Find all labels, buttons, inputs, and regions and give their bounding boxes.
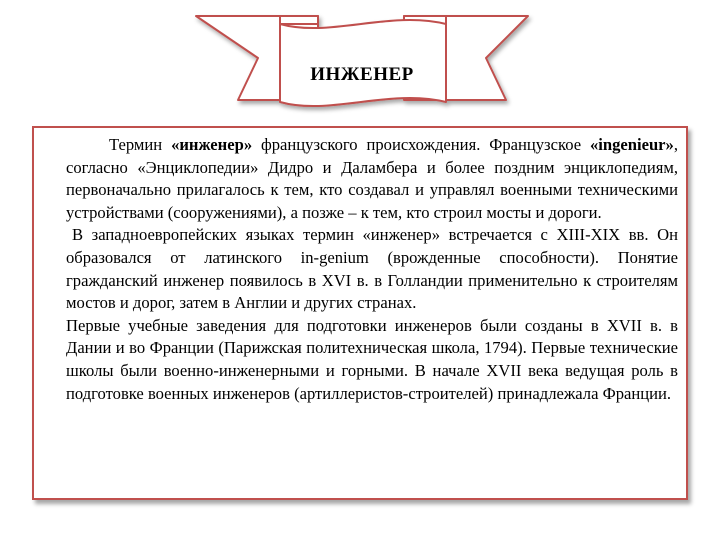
page-title: ИНЖЕНЕР xyxy=(310,64,414,85)
content-box xyxy=(32,126,688,500)
p2-seg-1: В западноевропейских языках термин «инженер» встречается с XIII-XIX вв. Он образовался от латинского in-genium (врожденные способности). Понятие гражданский инженер появилось в XVI в. в Голландии применительно к строителям мостов и дорог, затем в Англии и других странах. xyxy=(66,225,678,313)
p1-seg-4: «ingenieur» xyxy=(589,135,674,154)
p3-seg-1: Первые учебные заведения для подготовки инженеров были созданы в XVII в. в Дании и во Франции (Парижская политехническая школа, 1794). Первые технические школы были военно-инженерными и горными. В начале XVII века ведущая роль в подготовке военных инженеров (артиллеристов-строителей) принадлежала Франции. xyxy=(66,315,678,403)
paragraph-2 xyxy=(66,224,678,314)
text-area xyxy=(66,134,678,405)
p1-seg-1: Термин xyxy=(109,135,172,154)
ribbon-left-fold xyxy=(280,16,318,24)
paragraph-1 xyxy=(66,134,678,224)
paragraph-3 xyxy=(66,315,678,405)
p1-seg-2: «инженер» xyxy=(171,135,253,154)
p1-seg-5: , согласно «Энциклопедии» Дидро и Даламбера и более поздним энциклопедиям, первоначально прилагалось к тем, кто создавал и управлял военными техническими устройствами (сооружениями), а позже – к тем, кто строил мосты и дороги. xyxy=(66,135,678,222)
p1-seg-3: французского происхождения. Французское xyxy=(252,135,590,154)
